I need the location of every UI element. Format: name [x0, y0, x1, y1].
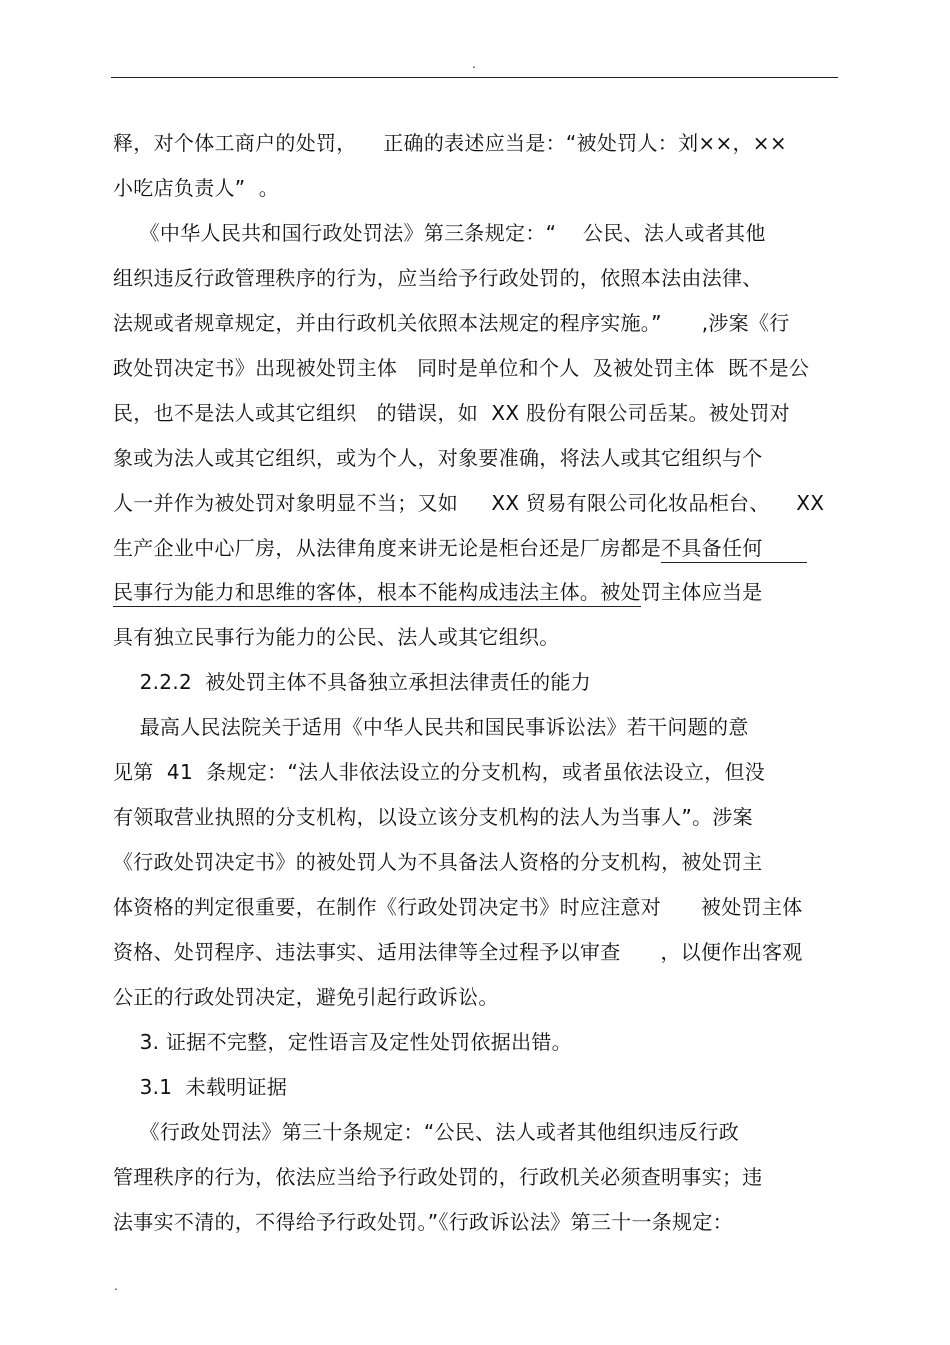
- text-line-7: 民，也不是法人或其它组织 的错误，如 XX 股份有限公司岳某。被处罚对: [113, 401, 790, 425]
- text-line-2: 小吃店负责人” 。: [113, 176, 280, 200]
- text-line-3: 《中华人民共和国行政处罚法》第三条规定：“ 公民、法人或者其他: [113, 221, 766, 245]
- text-line-18: 体资格的判定很重要，在制作《行政处罚决定书》时应注意对 被处罚主体: [113, 895, 803, 919]
- footer-mark: .: [114, 1279, 118, 1293]
- section-heading-2-2-2: 2.2.2 被处罚主体不具备独立承担法律责任的能力: [113, 670, 592, 694]
- underline-extension: [763, 536, 807, 563]
- text-line-12: 具有独立民事行为能力的公民、法人或其它组织。: [113, 625, 560, 649]
- text-line-19: 资格、处罚程序、违法事实、适用法律等全过程予以审查 ，以便作出客观: [113, 940, 803, 964]
- text-line-20: 公正的行政处罚决定，避免引起行政诉讼。: [113, 985, 499, 1009]
- text-line-10-lead: 生产企业中心厂房，从法律角度来讲无论是柜台还是厂房都是: [113, 536, 662, 560]
- text-line-4: 组织违反行政管理秩序的行为，应当给予行政处罚的，依照本法由法律、: [113, 266, 763, 290]
- text-line-17: 《行政处罚决定书》的被处罚人为不具备法人资格的分支机构，被处罚主: [113, 850, 763, 874]
- text-line-5: 法规或者规章规定，并由行政机关依照本法规定的程序实施。” ,涉案《行: [113, 311, 790, 335]
- section-heading-3: 3. 证据不完整，定性语言及定性处罚依据出错。: [113, 1030, 572, 1054]
- text-line-8: 象或为法人或其它组织，或为个人，对象要准确，将法人或其它组织与个: [113, 446, 763, 470]
- underlined-phrase-1: 不具备任何: [661, 536, 763, 563]
- header-rule: [111, 77, 838, 78]
- text-line-24: 管理秩序的行为，依法应当给予行政处罚的，行政机关必须查明事实；违: [113, 1165, 763, 1189]
- text-line-15: 见第 41 条规定：“法人非依法设立的分支机构，或者虽依法设立，但没: [113, 760, 766, 784]
- text-line-11: [113, 580, 763, 604]
- text-line-11-tail: 罚主体应当是: [640, 580, 763, 604]
- text-line-16: 有领取营业执照的分支机构，以设立该分支机构的法人为当事人”。涉案: [113, 805, 753, 829]
- text-line-6: 政处罚决定书》出现被处罚主体 同时是单位和个人 及被处罚主体 既不是公: [113, 356, 810, 380]
- underlined-phrase-2: 民事行为能力和思维的客体，根本不能构成违法主体。被处: [113, 580, 641, 607]
- text-line-14: 最高人民法院关于适用《中华人民共和国民事诉讼法》若干问题的意: [113, 715, 749, 739]
- text-line-23: 《行政处罚法》第三十条规定：“公民、法人或者其他组织违反行政: [113, 1120, 739, 1144]
- text-line-10: [113, 536, 807, 563]
- text-line-1: 释，对个体工商户的处罚， 正确的表述应当是：“被处罚人：刘××，××: [113, 131, 787, 155]
- text-line-25: 法事实不清的，不得给予行政处罚。”《行政诉讼法》第三十一条规定：: [113, 1210, 733, 1234]
- header-mark: .: [472, 57, 476, 71]
- text-line-9: 人一并作为被处罚对象明显不当；又如 XX 贸易有限公司化妆品柜台、 XX: [113, 491, 825, 515]
- section-heading-3-1: 3.1 未载明证据: [113, 1075, 288, 1099]
